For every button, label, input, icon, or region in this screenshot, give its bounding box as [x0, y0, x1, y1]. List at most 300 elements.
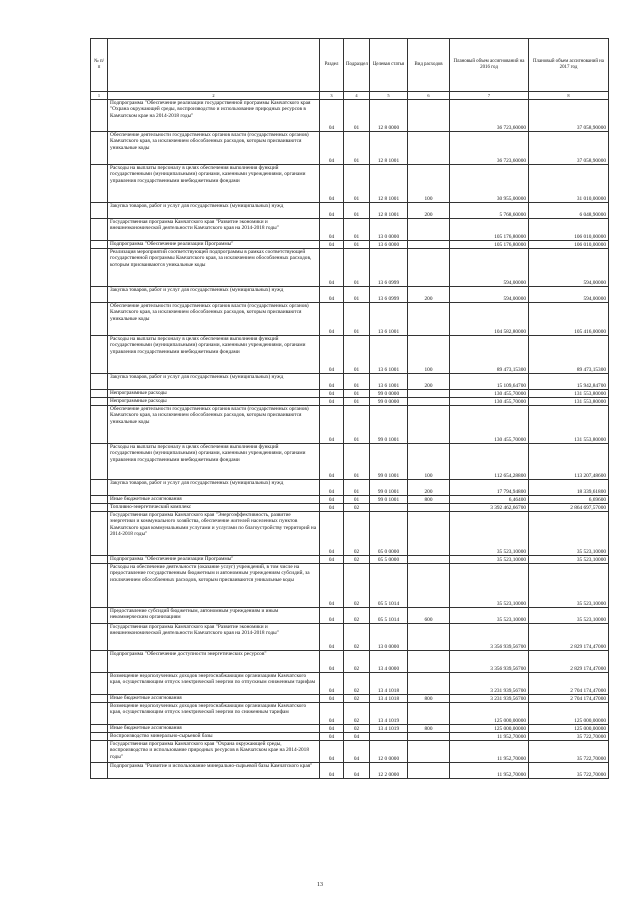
row-target-article-cell: 99 0 1001 — [370, 406, 408, 444]
row-section-cell: 04 — [320, 695, 344, 703]
row-name-cell: Обеспечение деятельности государственных органов власти (государственных органов) Камчатского края, за исключением обособленных расходов, которым присваиваются уникальные коды — [108, 132, 320, 165]
row-number-cell — [91, 733, 108, 741]
table-row — [91, 203, 609, 219]
header-amount-2017: Плановый объем ассигнований на 2017 год — [529, 39, 609, 92]
table-row — [91, 703, 609, 725]
row-name-cell: Непрограммные расходы — [108, 398, 320, 406]
row-target-article-cell: 13 6 1001 — [370, 303, 408, 336]
row-section-cell: 04 — [320, 241, 344, 249]
row-expense-type-cell: 800 — [408, 496, 450, 504]
row-section-cell: 04 — [320, 444, 344, 480]
row-number-cell — [91, 132, 108, 165]
row-amount-2016-cell: 17 794,94800 — [450, 480, 529, 496]
row-amount-2017-cell: 2 864 697,57000 — [529, 504, 609, 512]
row-name-cell: Подпрограмма "Развитие и использование минерально-сырьевой базы Камчатского края" — [108, 763, 320, 779]
row-target-article-cell: 05 5 1014 — [370, 608, 408, 624]
row-name-cell: Иные бюджетные ассигнования — [108, 725, 320, 733]
row-expense-type-cell: 200 — [408, 203, 450, 219]
row-section-cell: 04 — [320, 165, 344, 203]
row-subsection-cell: 04 — [344, 733, 370, 741]
header-amount-2016: Плановый объем ассигнований на 2016 год — [450, 39, 529, 92]
row-target-article-cell: 12 8 1001 — [370, 203, 408, 219]
row-number-cell — [91, 741, 108, 763]
row-section-cell: 04 — [320, 673, 344, 695]
row-expense-type-cell: 800 — [408, 725, 450, 733]
row-amount-2017-cell: 125 000,00000 — [529, 725, 609, 733]
row-subsection-cell: 01 — [344, 398, 370, 406]
row-amount-2017-cell: 106 010,00000 — [529, 219, 609, 241]
row-section-cell: 04 — [320, 763, 344, 779]
row-amount-2017-cell: 35 722,70000 — [529, 733, 609, 741]
row-amount-2016-cell: 35 523,10000 — [450, 512, 529, 556]
table-row — [91, 374, 609, 390]
row-amount-2016-cell: 15 109,64700 — [450, 374, 529, 390]
row-name-cell: Государственная программа Камчатского края "Развитие экономики и внешнеэкономической деятельности Камчатского края на 2014-2018 годы" — [108, 219, 320, 241]
row-amount-2017-cell: 35 523,10000 — [529, 564, 609, 608]
row-target-article-cell: 99 0 0000 — [370, 398, 408, 406]
table-row — [91, 624, 609, 651]
row-section-cell: 04 — [320, 303, 344, 336]
table-row — [91, 336, 609, 374]
row-expense-type-cell — [408, 512, 450, 556]
row-number-cell — [91, 651, 108, 673]
row-target-article-cell: 13 4 0000 — [370, 651, 408, 673]
row-amount-2017-cell: 2 829 174,47000 — [529, 624, 609, 651]
row-expense-type-cell: 200 — [408, 480, 450, 496]
row-number-cell — [91, 374, 108, 390]
row-target-article-cell: 12 8 1001 — [370, 132, 408, 165]
row-target-article-cell: 13 6 1001 — [370, 374, 408, 390]
row-subsection-cell: 01 — [344, 249, 370, 287]
row-section-cell: 04 — [320, 504, 344, 512]
row-target-article-cell: 13 4 1019 — [370, 703, 408, 725]
row-target-article-cell: 99 0 1001 — [370, 444, 408, 480]
row-section-cell: 04 — [320, 132, 344, 165]
row-subsection-cell: 01 — [344, 203, 370, 219]
row-number-cell — [91, 100, 108, 132]
row-name-cell: Расходы на обеспечение деятельности (оказание услуг) учреждений, в том числе на предоставление государственным бюджетным и автономным учреждениям субсидий, за исключением обособленных расходов, которым присваиваются уникальные коды — [108, 564, 320, 608]
row-amount-2016-cell: 130 455,70000 — [450, 406, 529, 444]
row-amount-2017-cell: 6,69600 — [529, 496, 609, 504]
header-target-article: Целевая статья — [370, 39, 408, 92]
row-amount-2017-cell: 89 473,15300 — [529, 336, 609, 374]
header-num: № п/п — [91, 39, 108, 92]
row-amount-2017-cell: 35 523,10000 — [529, 556, 609, 564]
row-number-cell — [91, 564, 108, 608]
row-section-cell: 04 — [320, 733, 344, 741]
header-expense-type: Вид расходов — [408, 39, 450, 92]
row-expense-type-cell — [408, 703, 450, 725]
row-name-cell: Обеспечение деятельности государственных органов власти (государственных органов) Камчатского края, за исключением обособленных расходов, которым присваиваются уникальные коды — [108, 406, 320, 444]
table-row — [91, 763, 609, 779]
row-section-cell: 04 — [320, 556, 344, 564]
row-name-cell: Закупка товаров, работ и услуг для государственных (муниципальных) нужд — [108, 480, 320, 496]
table-row — [91, 556, 609, 564]
row-name-cell: Обеспечение деятельности государственных органов власти (государственных органов) Камчатского края, за исключением обособленных расходов, которым присваиваются уникальные коды — [108, 303, 320, 336]
row-name-cell: Иные бюджетные ассигнования — [108, 695, 320, 703]
row-amount-2016-cell: 594,00000 — [450, 249, 529, 287]
row-amount-2016-cell: 36 723,60000 — [450, 100, 529, 132]
row-expense-type-cell — [408, 219, 450, 241]
row-number-cell — [91, 241, 108, 249]
header-section: Раздел — [320, 39, 344, 92]
budget-table — [90, 38, 609, 779]
row-number-cell — [91, 725, 108, 733]
row-subsection-cell: 02 — [344, 556, 370, 564]
column-number: 4 — [344, 92, 370, 100]
row-expense-type-cell — [408, 241, 450, 249]
row-amount-2016-cell: 5 768,60000 — [450, 203, 529, 219]
row-name-cell: Предоставление субсидий бюджетным, автономным учреждениям и иным некоммерческим организациям — [108, 608, 320, 624]
row-subsection-cell: 02 — [344, 673, 370, 695]
row-expense-type-cell — [408, 100, 450, 132]
row-number-cell — [91, 504, 108, 512]
row-name-cell: Государственная программа Камчатского края "Охрана окружающей среды, воспроизводство и использование природных ресурсов в Камчатском крае на 2014-2018 годы" — [108, 741, 320, 763]
row-amount-2016-cell: 130 455,70000 — [450, 390, 529, 398]
table-row — [91, 725, 609, 733]
row-target-article-cell: 13 6 0000 — [370, 241, 408, 249]
row-subsection-cell: 01 — [344, 406, 370, 444]
row-amount-2017-cell: 35 722,70000 — [529, 741, 609, 763]
row-target-article-cell: 05 5 1014 — [370, 564, 408, 608]
row-amount-2016-cell: 6,46400 — [450, 496, 529, 504]
table-row — [91, 390, 609, 398]
row-target-article-cell: 12 8 0000 — [370, 100, 408, 132]
row-amount-2016-cell: 594,00000 — [450, 287, 529, 303]
row-subsection-cell: 01 — [344, 336, 370, 374]
row-number-cell — [91, 480, 108, 496]
row-name-cell: Возмещение недополученных доходов энергоснабжающим организациям Камчатского края, осуществляющим отпуск электрической энергии по сниженным тарифам — [108, 703, 320, 725]
row-amount-2017-cell: 594,00000 — [529, 249, 609, 287]
row-expense-type-cell: 200 — [408, 374, 450, 390]
row-expense-type-cell: 800 — [408, 695, 450, 703]
page-number: 13 — [317, 882, 323, 888]
row-number-cell — [91, 303, 108, 336]
row-subsection-cell: 01 — [344, 219, 370, 241]
row-section-cell: 04 — [320, 496, 344, 504]
row-target-article-cell: 12 8 1001 — [370, 165, 408, 203]
row-subsection-cell: 01 — [344, 165, 370, 203]
row-number-cell — [91, 406, 108, 444]
row-target-article-cell: 05 5 0000 — [370, 556, 408, 564]
row-expense-type-cell: 100 — [408, 444, 450, 480]
row-section-cell: 04 — [320, 608, 344, 624]
row-section-cell: 04 — [320, 564, 344, 608]
row-amount-2016-cell: 3 231 939,56700 — [450, 673, 529, 695]
row-target-article-cell: 13 6 0999 — [370, 287, 408, 303]
row-expense-type-cell — [408, 390, 450, 398]
row-number-cell — [91, 496, 108, 504]
column-number-row — [91, 92, 609, 100]
row-amount-2016-cell: 105 176,80000 — [450, 219, 529, 241]
row-section-cell: 04 — [320, 624, 344, 651]
row-target-article-cell: 13 6 0999 — [370, 249, 408, 287]
row-number-cell — [91, 556, 108, 564]
row-name-cell: Закупка товаров, работ и услуг для государственных (муниципальных) нужд — [108, 203, 320, 219]
row-number-cell — [91, 624, 108, 651]
row-subsection-cell: 02 — [344, 512, 370, 556]
row-section-cell: 04 — [320, 406, 344, 444]
table-row — [91, 480, 609, 496]
row-subsection-cell: 02 — [344, 624, 370, 651]
row-section-cell: 04 — [320, 512, 344, 556]
row-expense-type-cell — [408, 741, 450, 763]
column-number: 2 — [108, 92, 320, 100]
table-row — [91, 512, 609, 556]
row-subsection-cell: 04 — [344, 763, 370, 779]
row-amount-2016-cell: 125 000,00000 — [450, 703, 529, 725]
row-amount-2016-cell: 104 582,80000 — [450, 303, 529, 336]
row-name-cell: Расходы на выплаты персоналу в целях обеспечения выполнения функций государственными (муниципальными) органами, казенными учреждениями, органами управления государственными внебюджетными фондами — [108, 444, 320, 480]
row-section-cell: 04 — [320, 287, 344, 303]
row-target-article-cell: 99 0 1001 — [370, 480, 408, 496]
row-amount-2016-cell: 11 952,70000 — [450, 741, 529, 763]
row-expense-type-cell — [408, 624, 450, 651]
row-subsection-cell: 01 — [344, 132, 370, 165]
table-row — [91, 303, 609, 336]
row-expense-type-cell — [408, 733, 450, 741]
row-amount-2016-cell: 3 356 939,56700 — [450, 651, 529, 673]
row-section-cell: 04 — [320, 725, 344, 733]
row-amount-2017-cell: 594,00000 — [529, 287, 609, 303]
column-number: 1 — [91, 92, 108, 100]
row-section-cell: 04 — [320, 651, 344, 673]
row-expense-type-cell — [408, 132, 450, 165]
row-target-article-cell: 13 0 0000 — [370, 624, 408, 651]
row-number-cell — [91, 673, 108, 695]
row-expense-type-cell: 200 — [408, 287, 450, 303]
row-name-cell: Закупка товаров, работ и услуг для государственных (муниципальных) нужд — [108, 287, 320, 303]
column-number: 3 — [320, 92, 344, 100]
row-section-cell: 04 — [320, 100, 344, 132]
row-name-cell: Реализация мероприятий соответствующей подпрограммы в рамках соответствующей государственной программы Камчатского края, за исключением обособленных расходов, которым присваиваются уникальные коды — [108, 249, 320, 287]
row-expense-type-cell — [408, 303, 450, 336]
row-section-cell: 04 — [320, 390, 344, 398]
row-target-article-cell: 13 0 0000 — [370, 219, 408, 241]
row-expense-type-cell: 100 — [408, 336, 450, 374]
row-subsection-cell: 01 — [344, 374, 370, 390]
row-amount-2016-cell: 112 654,28800 — [450, 444, 529, 480]
row-amount-2017-cell: 6 048,90000 — [529, 203, 609, 219]
table-row — [91, 219, 609, 241]
row-expense-type-cell — [408, 651, 450, 673]
table-row — [91, 504, 609, 512]
row-section-cell: 04 — [320, 398, 344, 406]
row-amount-2016-cell: 36 723,60000 — [450, 132, 529, 165]
table-row — [91, 651, 609, 673]
row-number-cell — [91, 203, 108, 219]
row-section-cell: 04 — [320, 703, 344, 725]
row-name-cell: Воспроизводство минерально-сырьевой базы — [108, 733, 320, 741]
row-amount-2017-cell: 2 829 174,47000 — [529, 651, 609, 673]
row-amount-2017-cell: 106 010,00000 — [529, 241, 609, 249]
header-name — [108, 39, 320, 92]
row-subsection-cell: 01 — [344, 444, 370, 480]
row-expense-type-cell: 100 — [408, 165, 450, 203]
row-name-cell: Расходы на выплаты персоналу в целях обеспечения выполнения функций государственными (муниципальными) органами, казенными учреждениями, органами управления государственными внебюджетными фондами — [108, 165, 320, 203]
row-amount-2017-cell: 131 553,80000 — [529, 390, 609, 398]
row-subsection-cell: 01 — [344, 287, 370, 303]
table-row — [91, 100, 609, 132]
row-section-cell: 04 — [320, 374, 344, 390]
row-number-cell — [91, 444, 108, 480]
row-name-cell: Непрограммные расходы — [108, 390, 320, 398]
row-amount-2016-cell: 35 523,10000 — [450, 564, 529, 608]
row-expense-type-cell — [408, 249, 450, 287]
row-subsection-cell: 02 — [344, 725, 370, 733]
table-row — [91, 673, 609, 695]
row-subsection-cell: 02 — [344, 703, 370, 725]
table-row — [91, 287, 609, 303]
row-section-cell: 04 — [320, 203, 344, 219]
row-subsection-cell: 02 — [344, 564, 370, 608]
row-section-cell: 04 — [320, 249, 344, 287]
row-name-cell: Подпрограмма "Обеспечение доступности энергетических ресурсов" — [108, 651, 320, 673]
table-row — [91, 165, 609, 203]
row-expense-type-cell: 600 — [408, 608, 450, 624]
row-amount-2016-cell: 3 356 939,56700 — [450, 624, 529, 651]
row-expense-type-cell — [408, 564, 450, 608]
table-row — [91, 249, 609, 287]
table-row — [91, 132, 609, 165]
row-number-cell — [91, 398, 108, 406]
row-amount-2016-cell: 11 952,70000 — [450, 733, 529, 741]
row-target-article-cell: 13 6 1001 — [370, 336, 408, 374]
table-row — [91, 496, 609, 504]
row-subsection-cell: 01 — [344, 480, 370, 496]
column-number: 8 — [529, 92, 609, 100]
row-amount-2016-cell: 89 473,15300 — [450, 336, 529, 374]
row-target-article-cell: 99 0 1001 — [370, 496, 408, 504]
row-name-cell: Возмещение недополученных доходов энергоснабжающим организациям Камчатского края, осуществляющим отпуск электрической энергии по отпускным сниженным тарифам — [108, 673, 320, 695]
row-amount-2017-cell: 35 722,70000 — [529, 763, 609, 779]
row-amount-2017-cell: 18 339,61800 — [529, 480, 609, 496]
table-row — [91, 241, 609, 249]
row-amount-2017-cell: 131 553,80000 — [529, 398, 609, 406]
row-target-article-cell: 05 0 0000 — [370, 512, 408, 556]
row-subsection-cell: 04 — [344, 741, 370, 763]
row-name-cell: Расходы на выплаты персоналу в целях обеспечения выполнения функций государственными (муниципальными) органами, казенными учреждениями, органами управления государственными внебюджетными фондами — [108, 336, 320, 374]
row-target-article-cell: 13 4 1018 — [370, 695, 408, 703]
header-row — [91, 39, 609, 92]
row-expense-type-cell — [408, 673, 450, 695]
row-number-cell — [91, 763, 108, 779]
row-amount-2016-cell: 105 176,80000 — [450, 241, 529, 249]
row-target-article-cell — [370, 504, 408, 512]
row-subsection-cell: 01 — [344, 241, 370, 249]
column-number: 7 — [450, 92, 529, 100]
table-row — [91, 406, 609, 444]
table-body — [91, 100, 609, 779]
row-amount-2017-cell: 131 553,80000 — [529, 406, 609, 444]
header-subsection: Подраздел — [344, 39, 370, 92]
row-amount-2016-cell: 35 523,10000 — [450, 556, 529, 564]
row-number-cell — [91, 512, 108, 556]
row-section-cell: 04 — [320, 480, 344, 496]
row-subsection-cell: 02 — [344, 608, 370, 624]
row-name-cell: Подпрограмма "Обеспечение реализации Программы" — [108, 556, 320, 564]
row-target-article-cell: 12 2 0000 — [370, 763, 408, 779]
row-number-cell — [91, 165, 108, 203]
column-number: 6 — [408, 92, 450, 100]
row-expense-type-cell — [408, 398, 450, 406]
row-subsection-cell: 02 — [344, 504, 370, 512]
row-name-cell: Подпрограмма "Обеспечение реализации Программы" — [108, 241, 320, 249]
row-target-article-cell: 12 0 0000 — [370, 741, 408, 763]
row-name-cell: Иные бюджетные ассигнования — [108, 496, 320, 504]
row-amount-2016-cell: 3 392 462,66700 — [450, 504, 529, 512]
row-amount-2016-cell: 130 455,70000 — [450, 398, 529, 406]
row-number-cell — [91, 695, 108, 703]
row-section-cell: 04 — [320, 741, 344, 763]
row-number-cell — [91, 336, 108, 374]
row-target-article-cell: 99 0 0000 — [370, 390, 408, 398]
row-subsection-cell: 01 — [344, 100, 370, 132]
row-name-cell: Закупка товаров, работ и услуг для государственных (муниципальных) нужд — [108, 374, 320, 390]
row-target-article-cell: 13 4 1019 — [370, 725, 408, 733]
row-number-cell — [91, 249, 108, 287]
row-name-cell: Государственная программа Камчатского края "Развитие экономики и внешнеэкономической деятельности Камчатского края на 2014-2018 годы" — [108, 624, 320, 651]
row-target-article-cell — [370, 733, 408, 741]
row-amount-2016-cell: 30 955,00000 — [450, 165, 529, 203]
row-target-article-cell: 13 4 1018 — [370, 673, 408, 695]
table-row — [91, 398, 609, 406]
row-section-cell: 04 — [320, 336, 344, 374]
table-row — [91, 444, 609, 480]
row-subsection-cell: 01 — [344, 303, 370, 336]
row-name-cell: Подпрограмма "Обеспечение реализации государственной программы Камчатского края "Охрана окружающей среды, воспроизводство и использование природных ресурсов в Камчатском крае на 2014-2018 годы" — [108, 100, 320, 132]
row-amount-2016-cell: 3 231 939,56700 — [450, 695, 529, 703]
row-expense-type-cell — [408, 556, 450, 564]
row-expense-type-cell — [408, 406, 450, 444]
row-amount-2017-cell: 2 704 174,47000 — [529, 673, 609, 695]
row-amount-2017-cell: 35 523,10000 — [529, 608, 609, 624]
row-expense-type-cell — [408, 504, 450, 512]
row-name-cell: Топливно-энергетический комплекс — [108, 504, 320, 512]
row-subsection-cell: 01 — [344, 496, 370, 504]
row-number-cell — [91, 219, 108, 241]
row-amount-2017-cell: 35 523,10000 — [529, 512, 609, 556]
row-amount-2017-cell: 15 942,84700 — [529, 374, 609, 390]
row-number-cell — [91, 703, 108, 725]
row-amount-2017-cell: 37 058,90000 — [529, 132, 609, 165]
table-row — [91, 741, 609, 763]
row-amount-2016-cell: 35 523,10000 — [450, 608, 529, 624]
row-subsection-cell: 02 — [344, 651, 370, 673]
row-subsection-cell: 01 — [344, 390, 370, 398]
row-number-cell — [91, 608, 108, 624]
row-number-cell — [91, 287, 108, 303]
column-number: 5 — [370, 92, 408, 100]
row-expense-type-cell — [408, 763, 450, 779]
row-amount-2017-cell: 37 058,90000 — [529, 100, 609, 132]
row-amount-2016-cell: 11 952,70000 — [450, 763, 529, 779]
row-amount-2017-cell: 113 207,48600 — [529, 444, 609, 480]
row-subsection-cell: 02 — [344, 695, 370, 703]
table-row — [91, 608, 609, 624]
row-section-cell: 04 — [320, 219, 344, 241]
table-row — [91, 695, 609, 703]
row-amount-2017-cell: 2 704 174,47000 — [529, 695, 609, 703]
table-row — [91, 733, 609, 741]
table-row — [91, 564, 609, 608]
row-amount-2017-cell: 125 000,00000 — [529, 703, 609, 725]
row-number-cell — [91, 390, 108, 398]
row-amount-2017-cell: 105 416,00000 — [529, 303, 609, 336]
row-amount-2017-cell: 31 010,00000 — [529, 165, 609, 203]
row-amount-2016-cell: 125 000,00000 — [450, 725, 529, 733]
row-name-cell: Государственная программа Камчатского края "Энергоэффективность, развитие энергетики и коммунального хозяйства, обеспечение жителей населенных пунктов Камчатского края коммунальными услугами и услугами по благоустройству территорий на 2014-2018 годы" — [108, 512, 320, 556]
